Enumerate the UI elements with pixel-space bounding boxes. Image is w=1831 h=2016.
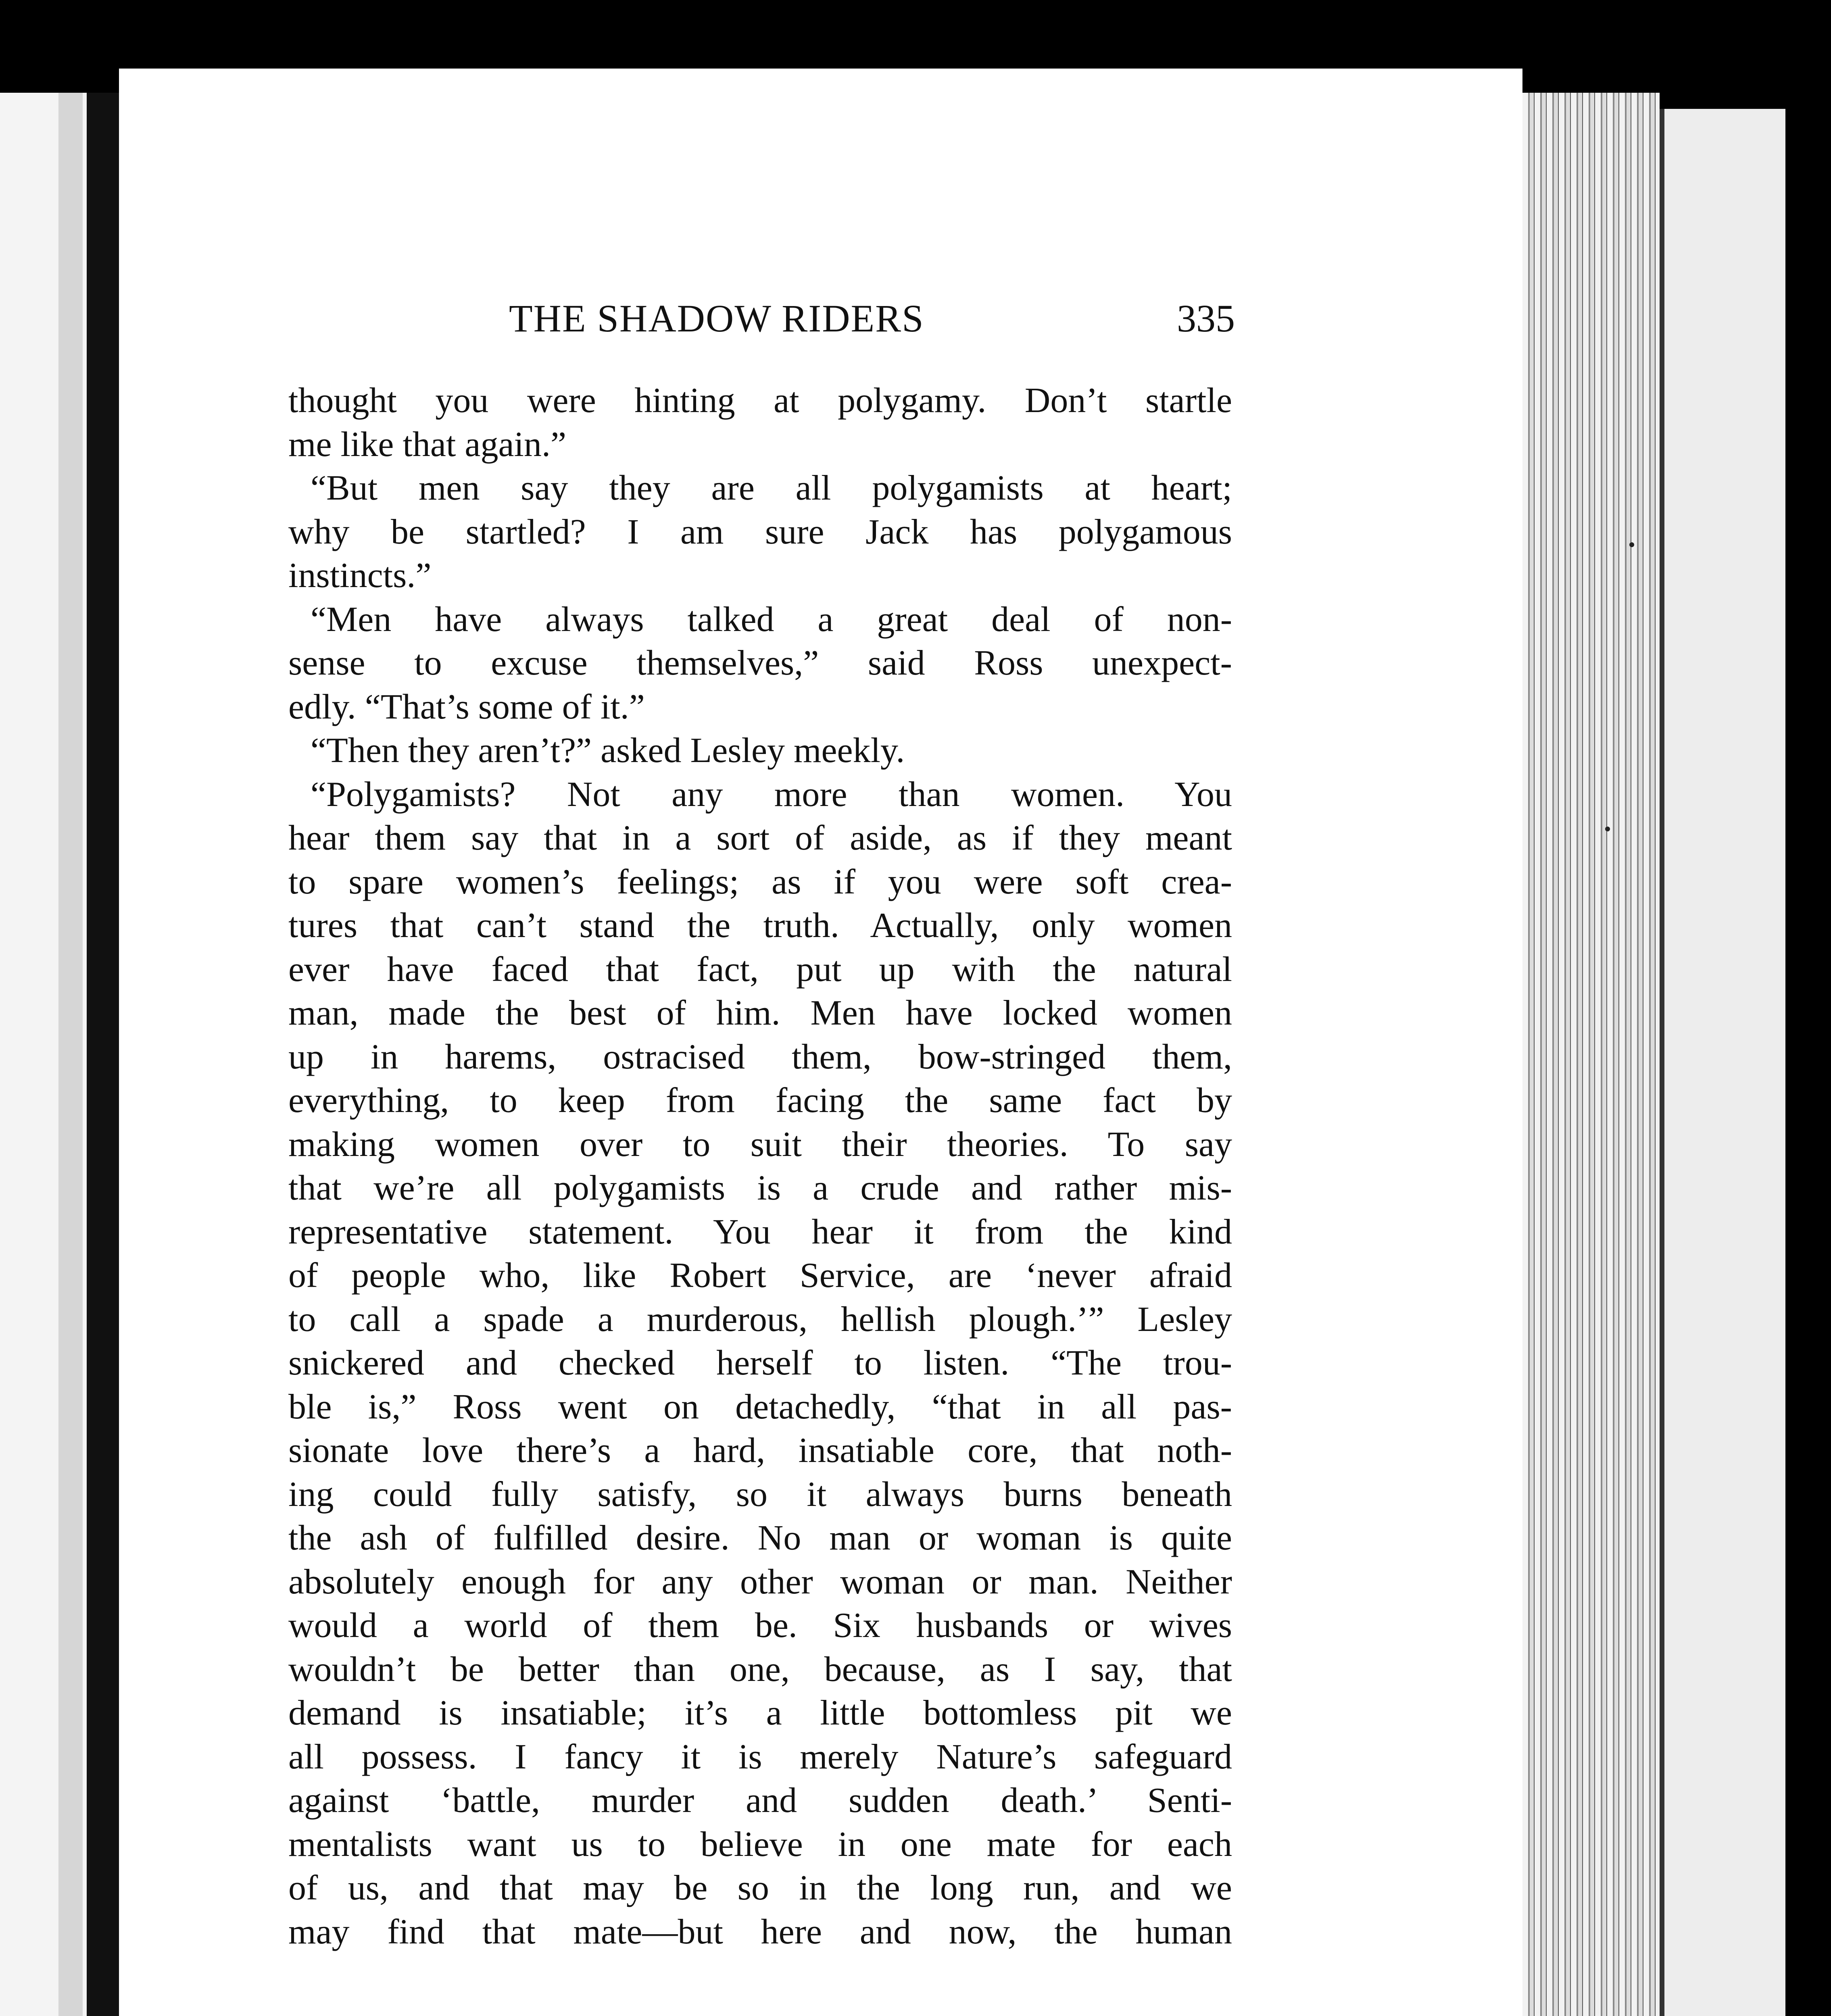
text-line: representative statement. You hear it from the kind <box>288 1212 1232 1252</box>
facing-page-edge <box>0 93 87 2016</box>
text-line: sionate love there’s a hard, insatiable core, that noth- <box>288 1431 1232 1470</box>
text-line: instincts.” <box>288 556 432 595</box>
text-line: making women over to suit their theories. To say <box>288 1125 1232 1164</box>
text-line: wouldn’t be better than one, because, as I say, that <box>288 1649 1232 1689</box>
text-line: up in harems, ostracised them, bow-stringed them, <box>288 1037 1232 1077</box>
text-line: why be startled? I am sure Jack has polygamous <box>288 512 1232 552</box>
text-line: edly. “That’s some of it.” <box>288 687 645 727</box>
text-line: hear them say that in a sort of aside, as if they meant <box>288 818 1232 858</box>
body-text <box>288 379 1232 1954</box>
text-line: demand is insatiable; it’s a little bottomless pit we <box>288 1693 1232 1733</box>
text-line: to call a spade a murderous, hellish plough.’” Lesley <box>288 1300 1232 1339</box>
book-gutter <box>87 93 119 2016</box>
page-number: 335 <box>1177 297 1235 340</box>
text-line: “Then they aren’t?” asked Lesley meekly. <box>311 731 905 770</box>
text-line: ing could fully satisfy, so it always burns beneath <box>288 1475 1232 1514</box>
book-cover-edge <box>1660 109 1785 2016</box>
running-title: THE SHADOW RIDERS <box>509 297 924 340</box>
text-line: against ‘battle, murder and sudden death.’ Senti- <box>288 1781 1232 1820</box>
text-line: man, made the best of him. Men have locked women <box>288 993 1232 1033</box>
text-line: “But men say they are all polygamists at heart; <box>311 469 1232 508</box>
page-stack-edge <box>1522 93 1660 2016</box>
text-line: to spare women’s feelings; as if you were soft crea- <box>288 862 1232 902</box>
text-line: absolutely enough for any other woman or man. Neither <box>288 1562 1232 1602</box>
page-header <box>509 290 1235 347</box>
scan-speck <box>1629 542 1634 547</box>
text-line: would a world of them be. Six husbands or wives <box>288 1606 1232 1645</box>
text-line: of people who, like Robert Service, are ‘never afraid <box>288 1256 1232 1295</box>
text-line: mentalists want us to believe in one mate for each <box>288 1824 1232 1864</box>
text-line: may find that mate—but here and now, the human <box>288 1912 1232 1951</box>
text-line: me like that again.” <box>288 425 567 464</box>
text-line: of us, and that may be so in the long run, and we <box>288 1868 1232 1908</box>
text-line: that we’re all polygamists is a crude and rather mis- <box>288 1168 1232 1208</box>
text-line: all possess. I fancy it is merely Nature’s safeguard <box>288 1737 1232 1776</box>
text-line: the ash of fulfilled desire. No man or woman is quite <box>288 1518 1232 1558</box>
text-line: ever have faced that fact, put up with the natural <box>288 950 1232 989</box>
text-line: thought you were hinting at polygamy. Don’t startle <box>288 381 1232 420</box>
text-line: sense to excuse themselves,” said Ross unexpect- <box>288 644 1232 683</box>
text-line: “Polygamists? Not any more than women. You <box>311 775 1232 814</box>
text-line: snickered and checked herself to listen. “The trou- <box>288 1343 1232 1383</box>
text-line: everything, to keep from facing the same fact by <box>288 1081 1232 1120</box>
scan-speck <box>1605 827 1610 831</box>
text-line: tures that can’t stand the truth. Actually, only women <box>288 906 1232 945</box>
text-line: ble is,” Ross went on detachedly, “that in all pas- <box>288 1387 1232 1427</box>
text-line: “Men have always talked a great deal of non- <box>311 600 1232 639</box>
